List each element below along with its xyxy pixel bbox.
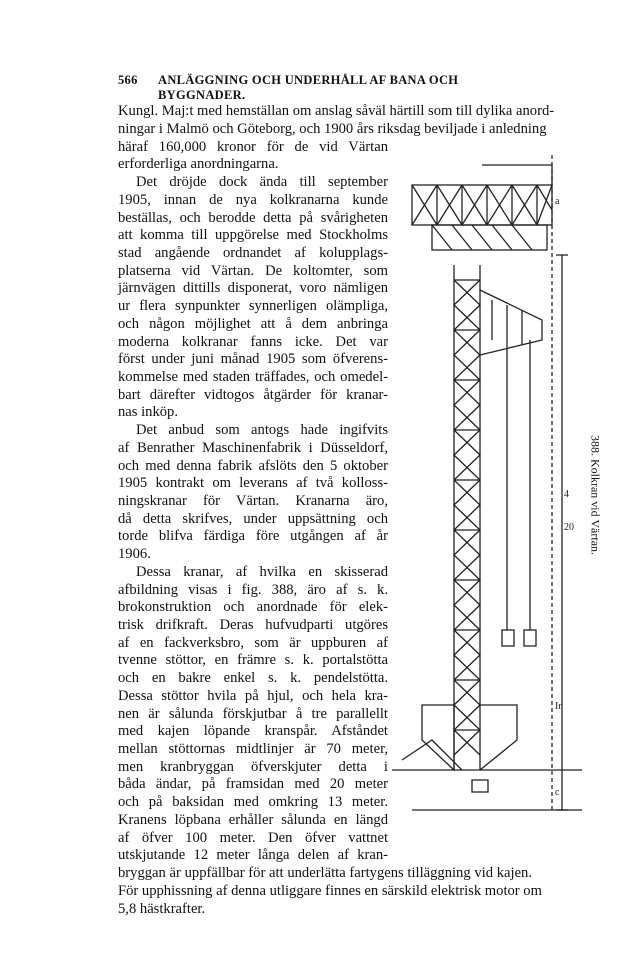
text-line: nen är sålunda förskjutbar å tre parallellt xyxy=(118,706,388,722)
text-line: tvenne stöttor, en främre s. k. portalstötta xyxy=(118,652,388,668)
text-line: och på baksidan med omkring 13 meter. xyxy=(118,794,388,810)
page-number: 566 xyxy=(118,73,138,87)
text-line: då detta skrifves, under uppsättning och xyxy=(118,511,388,527)
text-line: brokonstruktion och anordnade för elek- xyxy=(118,599,388,615)
text-line: ningskranar för Värtan. Kranarna äro, xyxy=(118,493,388,509)
text-line: båda ändar, på framsidan med 20 meter xyxy=(118,776,388,792)
text-line: nas inköp. xyxy=(118,404,178,420)
text-line: Det anbud som antogs hade ingifvits xyxy=(136,422,388,438)
text-line: 1906. xyxy=(118,546,151,562)
text-line: platserna vid Värtan. De koltomter, som xyxy=(118,263,388,279)
text-line: kommelse med staden träffades, och omedel- xyxy=(118,369,388,385)
text-line: af öfver 100 meter. Den öfver vattnet xyxy=(118,830,388,846)
text-line: Dessa kranar, af hvilka en skisserad xyxy=(136,564,388,580)
dimension-mark: 20 xyxy=(564,522,574,533)
text-line: moderna kolkranar fanns icke. Det var xyxy=(118,334,388,350)
text-line: bart därefter vidtogos åtgärder för kranar- xyxy=(118,387,388,403)
page-header xyxy=(118,73,526,102)
text-line: Kranens löpbana erhåller sålunda en längd xyxy=(118,812,388,828)
text-line: och med denna fabrik afslöts den 5 oktober xyxy=(118,458,388,474)
text-line: 5,8 hästkrafter. xyxy=(118,901,206,917)
text-line: men kranbryggan öfverskjuter detta i xyxy=(118,759,388,775)
dimension-mark: Ir xyxy=(555,701,562,712)
text-line: torde blifva färdiga före utgången af år xyxy=(118,528,388,544)
dimension-mark: 4 xyxy=(564,489,569,500)
text-line: Dessa stöttor hvila på hjul, och hela kra- xyxy=(118,688,388,704)
text-line: och någon möjlighet att å dem anbringa xyxy=(118,316,388,332)
text-line: beställas, och berodde detta på svårigheten xyxy=(118,210,388,226)
text-line: och en bakre enkel s. k. pendelstötta. xyxy=(118,670,388,686)
text-line: Kungl. Maj:t med hemställan om anslag såväl härtill som till dylika anord- xyxy=(118,103,555,119)
text-line: erforderliga anordningarna. xyxy=(118,156,279,172)
text-line: ningar i Malmö och Göteborg, och 1900 års riksdag beviljade i anledning xyxy=(118,121,547,137)
text-line: bryggan är uppfällbar för att underlätta fartygens tilläggning vid kajen. xyxy=(118,865,532,881)
text-line: afbildning visas i fig. 388, äro af s. k. xyxy=(118,582,388,598)
text-line: 1905, innan de nya kolkranarna kunde xyxy=(118,192,388,208)
text-line: stad angående ordnandet af kolupplags- xyxy=(118,245,388,261)
text-line: ur flera synpunkter synnerligen olämpliga, xyxy=(118,298,388,314)
text-line: att komma till uppgörelse med Stockholms xyxy=(118,227,388,243)
text-line: järnvägen dittills disponerat, voro nämligen xyxy=(118,280,388,296)
text-line: 1905 kontrakt om leverans af två kolloss- xyxy=(118,475,388,491)
dimension-mark: a xyxy=(555,196,560,207)
text-line: utskjutande 12 meter långa delen af kran- xyxy=(118,847,388,863)
text-line: med kajen löpande kranspår. Afståndet xyxy=(118,723,388,739)
text-line: af en fackverksbro, som är uppburen af xyxy=(118,635,388,651)
text-line: häraf 160,000 kronor för de vid Värtan xyxy=(118,139,388,155)
text-line: För upphissning af denna utliggare finnes en särskild elektrisk motor om xyxy=(118,883,542,899)
text-line: först under juni månad 1905 som öfverens- xyxy=(118,351,388,367)
figure-caption: 388. Kolkran vid Värtan. xyxy=(588,434,603,556)
text-line: af Benrather Maschinenfabrik i Düsseldorf, xyxy=(118,440,388,456)
running-head: ANLÄGGNING OCH UNDERHÅLL AF BANA OCH BYGGNADER. xyxy=(158,73,459,102)
text-line: trisk drifkraft. Deras hufvudparti utgöres xyxy=(118,617,388,633)
text-line: Det dröjde dock ända till september xyxy=(136,174,388,190)
dimension-mark: c xyxy=(555,787,560,798)
text-line: mellan stöttornas midtlinjer är 70 meter, xyxy=(118,741,388,757)
